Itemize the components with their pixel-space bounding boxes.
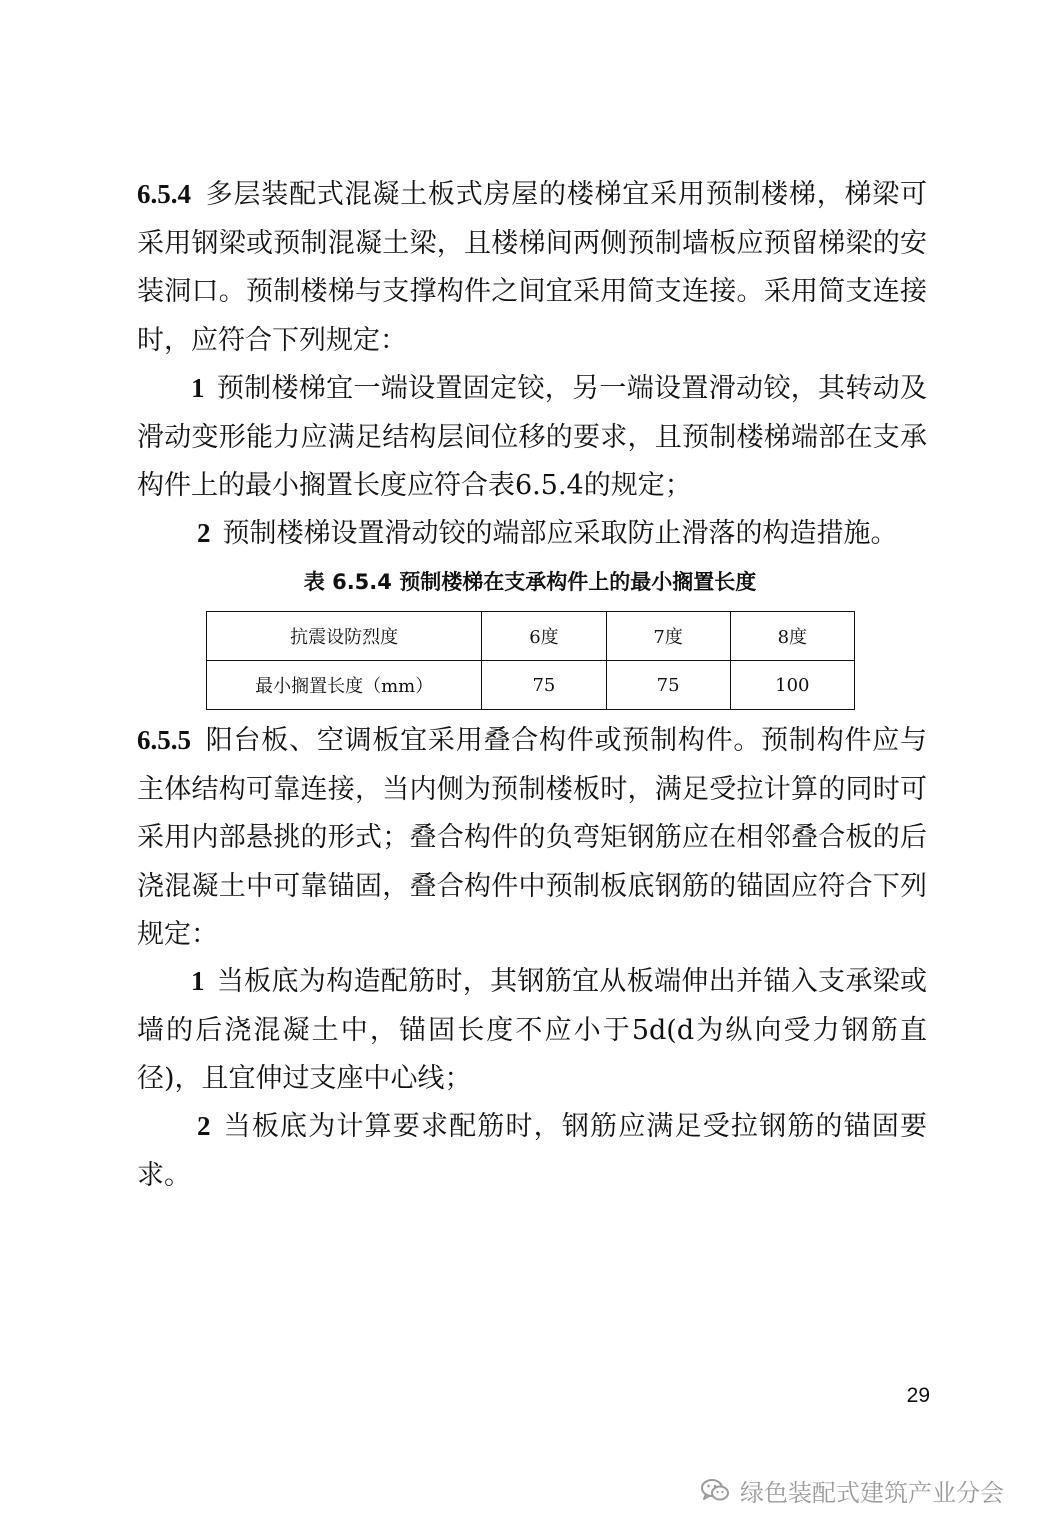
clause-number: 6.5.4: [137, 179, 191, 209]
clause-6-5-4-item-1: [137, 364, 927, 511]
watermark-text: 绿色装配式建筑产业分会: [740, 1478, 1004, 1507]
table-cell: 抗震设防烈度: [207, 612, 482, 661]
table-cell: 7度: [606, 612, 730, 661]
item-text: 预制楼梯宜一端设置固定铰，另一端设置滑动铰，其转动及滑动变形能力应满足结构层间位移的要求，且预制楼梯端部在支承构件上的最小搁置长度应符合表6.5.4的规定；: [137, 373, 927, 501]
wechat-icon: [700, 1477, 730, 1503]
item-text: 当板底为构造配筋时，其钢筋宜从板端伸出并锚入支承梁或墙的后浇混凝土中，锚固长度不应小于5d(d为纵向受力钢筋直径)，且宜伸过支座中心线；: [137, 966, 927, 1094]
item-number: 1: [191, 373, 205, 403]
clause-6-5-4: [137, 170, 927, 365]
table-cell: 8度: [730, 612, 854, 661]
clause-6-5-5-item-1: [137, 957, 927, 1104]
item-number: 2: [197, 518, 211, 548]
item-text: 当板底为计算要求配筋时，钢筋应满足受拉钢筋的锚固要求。: [137, 1111, 927, 1191]
clause-number: 6.5.5: [137, 725, 191, 755]
item-text: 预制楼梯设置滑动铰的端部应采取防止滑落的构造措施。: [222, 518, 898, 549]
clause-text: 多层装配式混凝土板式房屋的楼梯宜采用预制楼梯，梯梁可采用钢梁或预制混凝土梁，且楼梯间两侧预制墙板应预留梯梁的安装洞口。预制楼梯与支撑构件之间宜采用简支连接。采用简支连接时，应符合下列规定：: [137, 179, 927, 356]
table-cell: 75: [606, 661, 730, 710]
table-cell: 最小搁置长度（mm）: [207, 661, 482, 710]
table-row: [207, 661, 855, 710]
table-caption: 表 6.5.4 预制楼梯在支承构件上的最小搁置长度: [303, 570, 757, 594]
clause-6-5-5: [137, 716, 927, 960]
table-cell: 6度: [482, 612, 606, 661]
table-header-row: [207, 612, 855, 661]
clause-6-5-5-item-2: [137, 1102, 927, 1200]
watermark: [700, 1470, 1004, 1510]
table-cell: 75: [482, 661, 606, 710]
item-number: 2: [197, 1111, 211, 1141]
min-bearing-length-table: [206, 611, 855, 710]
clause-text: 阳台板、空调板宜采用叠合构件或预制构件。预制构件应与主体结构可靠连接，当内侧为预制楼板时，满足受拉计算的同时可采用内部悬挑的形式；叠合构件的负弯矩钢筋应在相邻叠合板的后浇混凝土中可靠锚固，叠合构件中预制板底钢筋的锚固应符合下列规定：: [137, 725, 927, 950]
table-cell: 100: [730, 661, 854, 710]
clause-6-5-4-item-2: [137, 509, 927, 559]
page-number: 29: [906, 1384, 930, 1407]
item-number: 1: [191, 966, 205, 996]
